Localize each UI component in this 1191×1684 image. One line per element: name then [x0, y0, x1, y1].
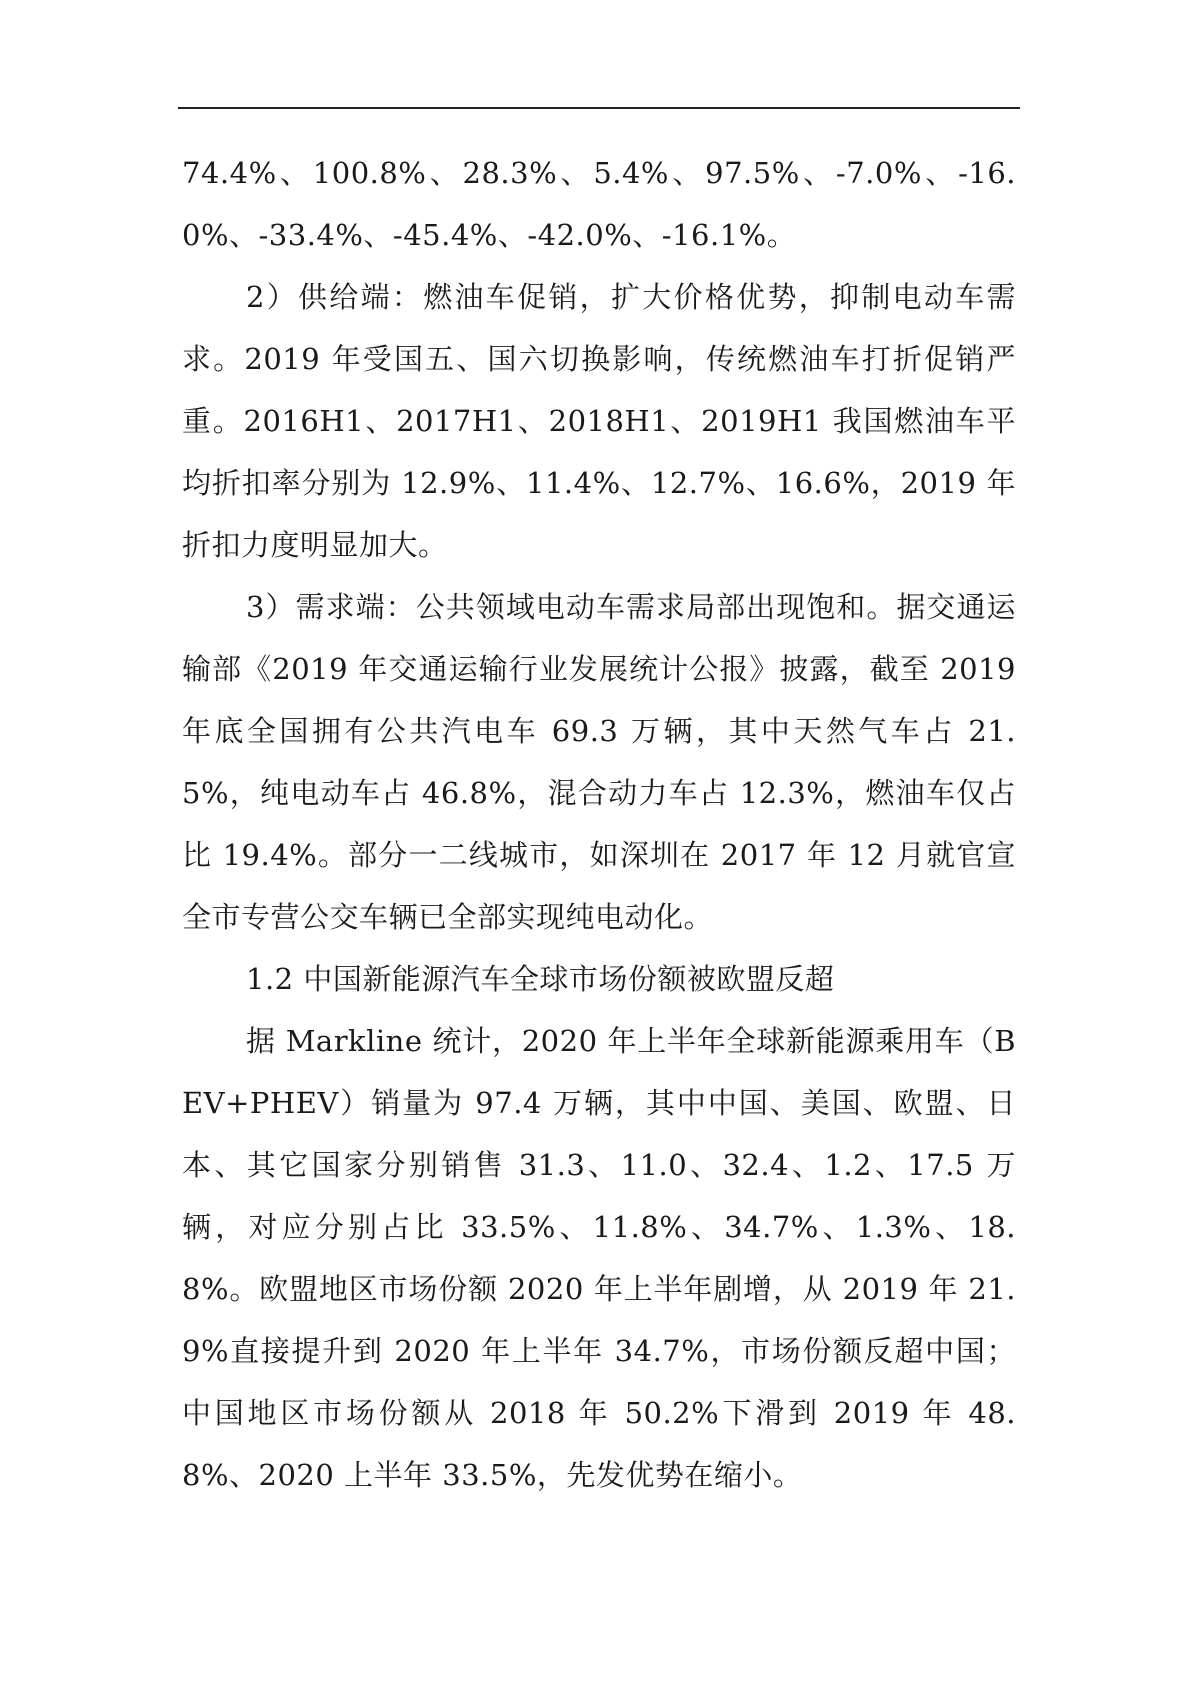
paragraph-market-share: 据 Markline 统计，2020 年上半年全球新能源乘用车（BEV+PHEV）销量为 97.4 万辆，其中中国、美国、欧盟、日本、其它国家分别销售 31.3、11.0、32.4、1.2、17.5 万辆，对应分别占比 33.5%、11.8%、34.7%、1.3%、18.8%。欧盟地区市场份额 2020 年上半年剧增，从 2019 年 21.9%直接提升到 2020 年上半年 34.7%，市场份额反超中国；中国地区市场份额从 2018 年 50.2%下滑到 2019 年 48.8%、2020 上半年 33.5%，先发优势在缩小。 — [182, 1024, 1016, 1492]
paragraph-demand-side: 3）需求端：公共领域电动车需求局部出现饱和。据交通运输部《2019 年交通运输行业发展统计公报》披露，截至 2019 年底全国拥有公共汽电车 69.3 万辆，其中天然气车占 21.5%，纯电动车占 46.8%，混合动力车占 12.3%，燃油车仅占比 19.4%。部分一二线城市，如深圳在 2017 年 12 月就官宣全市专营公交车辆已全部实现纯电动化。 — [182, 590, 1016, 934]
header-divider — [178, 107, 1020, 109]
paragraph-growth-rates: 74.4%、100.8%、28.3%、5.4%、97.5%、-7.0%、-16.0%、-33.4%、-45.4%、-42.0%、-16.1%。 — [182, 156, 1016, 252]
section-heading: 1.2 中国新能源汽车全球市场份额被欧盟反超 — [246, 962, 835, 996]
document-body — [182, 142, 1016, 1506]
paragraph-supply-side: 2）供给端：燃油车促销，扩大价格优势，抑制电动车需求。2019 年受国五、国六切换影响，传统燃油车打折促销严重。2016H1、2017H1、2018H1、2019H1 我国燃油车平均折扣率分别为 12.9%、11.4%、12.7%、16.6%，2019 年折扣力度明显加大。 — [182, 280, 1016, 562]
